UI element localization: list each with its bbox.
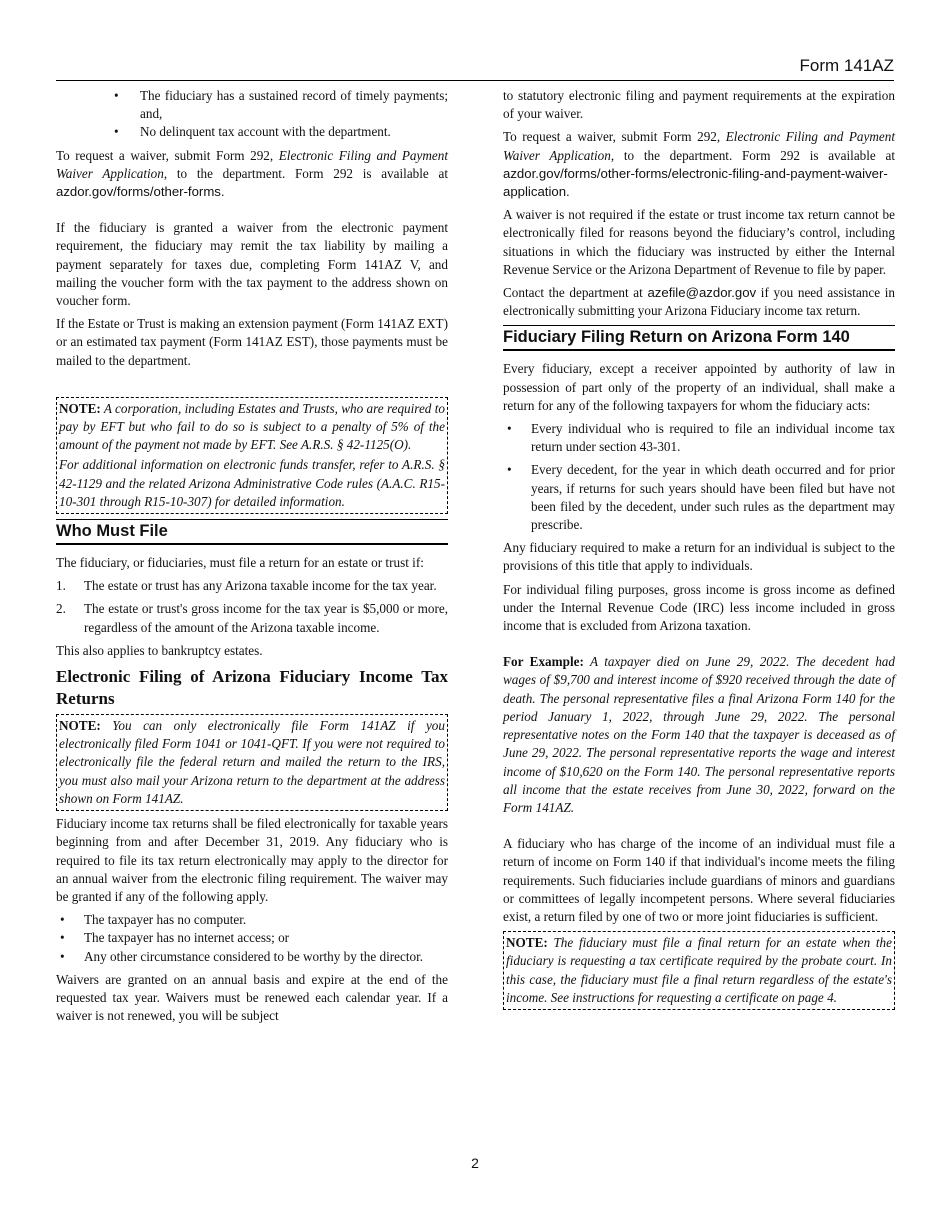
fiduciary-charge-paragraph: A fiduciary who has charge of the income of an individual must file a return of income on Form 140 if that individual's income meets the filing requirements. Such fiduciaries include guardians of minors and guardians or committees of legally incompetent persons. Where several fiduciaries exist, a return filed by one of two or more joint fiduciaries is sufficient. xyxy=(503,836,895,924)
payment-waiver-paragraph: If the fiduciary is granted a waiver from the electronic payment requirement, the fiduciary may remit the tax liability by mailing a payment separately for taxes due, completing Form 141AZ V, and mailing the voucher form with the tax payment to the address shown on voucher form. xyxy=(56,220,448,309)
note-label: NOTE: xyxy=(59,400,101,416)
note-label: NOTE: xyxy=(59,718,101,734)
note-label: NOTE: xyxy=(506,935,548,951)
contact-paragraph: Contact the department at azefile@azdor.gov if you need assistance in electronically submitting your Arizona Fiduciary income tax return. xyxy=(503,285,895,319)
list-item: • The fiduciary has a sustained record of timely payments; and, xyxy=(56,87,448,123)
waiver-not-required-paragraph: A waiver is not required if the estate or trust income tax return cannot be electronically filed for reasons beyond the fiduciary’s control, including situations in which the fiduciary was instructed by either the Internal Revenue Service or the Arizona Department of Revenue to file by paper. xyxy=(503,207,895,277)
list-item: 1. The estate or trust has any Arizona taxable income for the tax year. xyxy=(56,578,437,594)
waiver-form-link[interactable]: azdor.gov/forms/other-forms/electronic-filing-and-payment-waiver-application. xyxy=(503,165,888,200)
list-item: 2. The estate or trust's gross income for the tax year is $5,000 or more, regardless of the amount of the Arizona taxable income. xyxy=(56,601,448,635)
example-paragraph: For Example: A taxpayer died on June 29, 2022. The decedent had wages of $9,700 and interest income of $920 received through the date of death. The personal representative files a final Arizona Form 140 for the period January 1, 2022, through June 29, 2022. The personal representative notes on the Form 140 that the taxpayer is deceased as of June 29, 2022. The personal representative reports the wage and interest income of $10,620 on the Form 140. The personal representative reports all income that the estate receives from June 30, 2022, forward on the Form 141AZ. xyxy=(503,654,895,815)
section-heading-form-140: Fiduciary Filing Return on Arizona Form 140 xyxy=(503,325,895,351)
list-item: • No delinquent tax account with the department. xyxy=(56,123,448,141)
list-item: • Every individual who is required to file an individual income tax return under section 43-301. xyxy=(503,420,895,456)
who-must-file-list xyxy=(56,577,448,637)
right-column xyxy=(503,87,895,1014)
list-item: • The taxpayer has no computer. xyxy=(56,911,448,929)
efile-requirement-paragraph: Fiduciary income tax returns shall be filed electronically for taxable years beginning from and after December 31, 2019. Any fiduciary who is required to file its tax return electronically may apply to the director for an annual waiver from the electronic filing requirement. The waiver may be granted if any of the following apply. xyxy=(56,816,448,904)
waiver-request-paragraph: To request a waiver, submit Form 292, Electronic Filing and Payment Waiver Application, to the department. Form 292 is available at azdor.gov/forms/other-forms. xyxy=(56,147,449,200)
example-label: For Example: xyxy=(503,654,584,670)
email-link[interactable]: azefile@azdor.gov xyxy=(647,285,757,301)
list-item: • The taxpayer has no internet access; or xyxy=(56,929,448,947)
page-number: 2 xyxy=(471,1155,479,1171)
bankruptcy-note: This also applies to bankruptcy estates. xyxy=(56,642,263,658)
extension-payment-paragraph: If the Estate or Trust is making an extension payment (Form 141AZ EXT) or an estimated tax payment (Form 141AZ EST), those payments must be mailed to the department. xyxy=(56,316,448,368)
list-item: • Any other circumstance considered to be worthy by the director. xyxy=(56,948,448,966)
efile-eligibility-note: NOTE: You can only electronically file Form 141AZ if you electronically filed Form 1041 or 1041-QFT. If you were not required to electronically file the federal return and mailed the return to the IRS, you must also mail your Arizona return to the department at the address shown on Form 141AZ. xyxy=(56,714,448,811)
section-heading-electronic-filing: Electronic Filing of Arizona Fiduciary Income Tax Returns xyxy=(56,667,448,709)
forms-link[interactable]: azdor.gov/forms/other-forms. xyxy=(56,184,225,200)
section-heading-who-must-file: Who Must File xyxy=(56,519,448,545)
waiver-request-paragraph: To request a waiver, submit Form 292, Electronic Filing and Payment Waiver Application, to the department. Form 292 is available at azdor.gov/forms/other-forms/electronic-filing-and-payment-waiver-application. xyxy=(503,129,896,200)
who-must-file-intro: The fiduciary, or fiduciaries, must file a return for an estate or trust if: xyxy=(56,555,424,571)
gross-income-paragraph: For individual filing purposes, gross income is gross income as defined under the Internal Revenue Code (IRC) less income included in gross income that is excluded from Arizona taxation. xyxy=(503,581,895,634)
final-return-note: NOTE: The fiduciary must file a final return for an estate when the fiduciary is requesting a tax certificate required by the probate court. In this case, the fiduciary must file a final return regardless of the estate's income. See instructions for requesting a certificate on page 4. xyxy=(503,931,895,1010)
left-column xyxy=(56,87,448,1030)
waiver-expiration-paragraph: Waivers are granted on an annual basis and expire at the end of the requested tax year. Waivers must be renewed each calendar year. If a waiver is not renewed, you will be subject xyxy=(56,971,448,1024)
list-item: • Every decedent, for the year in which death occurred and for prior years, if returns for such years should have been filed but have not been filed by the decedent, under such rules as the department may prescribe. xyxy=(503,461,895,534)
taxpayer-bullet-list xyxy=(503,420,895,534)
form-140-intro: Every fiduciary, except a receiver appointed by authority of law in possession of part only of the property of an individual, shall make a return for any of the following taxpayers for whom the fiduciary acts: xyxy=(503,361,895,413)
form-title: Form 141AZ xyxy=(799,56,894,75)
individual-provisions-paragraph: Any fiduciary required to make a return for an individual is subject to the provisions of this title that apply to individuals. xyxy=(503,540,895,574)
eligibility-bullet-list xyxy=(56,87,448,142)
eft-penalty-note: NOTE: A corporation, including Estates and Trusts, who are required to pay by EFT but who fail to do so is subject to a penalty of 5% of the amount of the payment not made by EFT. See A.R.S. § 42-1125(O). For additional information on electronic funds transfer, refer to A.R.S. § 42-1129 and the related Arizona Administrative Code rules (A.A.C. R15-10-301 through R15-10-307) for detailed information. xyxy=(56,397,448,514)
waiver-conditions-list xyxy=(56,911,448,966)
header-rule xyxy=(56,80,894,81)
waiver-continuation-paragraph: to statutory electronic filing and payment requirements at the expiration of your waiver. xyxy=(503,88,895,122)
